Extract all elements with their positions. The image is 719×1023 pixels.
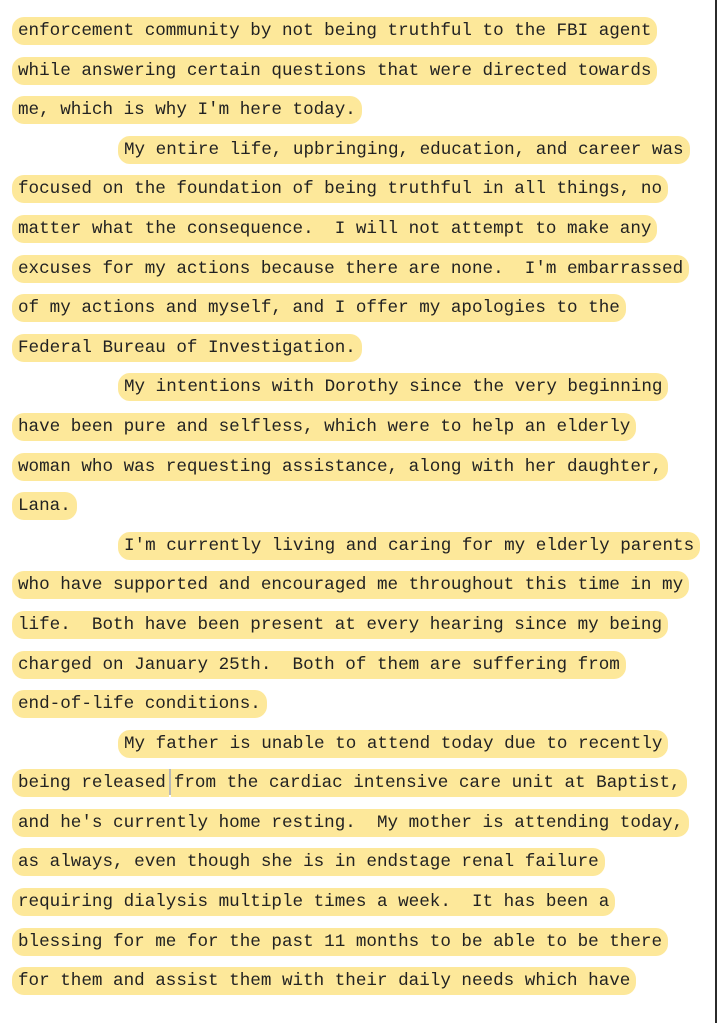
text-line: [12, 407, 636, 447]
text-line: [12, 961, 636, 1001]
highlighted-text[interactable]: woman who was requesting assistance, along with her daughter,: [12, 453, 668, 481]
text-line: [12, 645, 626, 685]
text-line: [12, 605, 668, 645]
paragraph-start-line: [118, 526, 700, 566]
text-line: [12, 447, 668, 487]
page-edge-divider: [715, 0, 717, 1023]
highlighted-text[interactable]: excuses for my actions because there are none. I'm embarrassed: [12, 255, 689, 283]
text-line: [12, 803, 689, 843]
highlighted-text[interactable]: being released: [12, 769, 169, 797]
text-line: [12, 565, 689, 605]
highlighted-text[interactable]: focused on the foundation of being truthful in all things, no: [12, 175, 668, 203]
highlighted-text[interactable]: who have supported and encouraged me throughout this time in my: [12, 571, 689, 599]
paragraph-start-line: [118, 130, 690, 170]
text-line: [12, 51, 657, 91]
highlighted-text[interactable]: enforcement community by not being truthful to the FBI agent: [12, 17, 657, 45]
text-line: [12, 922, 668, 962]
highlighted-text[interactable]: for them and assist them with their daily needs which have: [12, 967, 636, 995]
text-line: [12, 249, 689, 289]
text-line: [12, 763, 687, 803]
highlighted-text[interactable]: of my actions and myself, and I offer my apologies to the: [12, 294, 626, 322]
highlighted-text[interactable]: as always, even though she is in endstage renal failure: [12, 848, 605, 876]
highlighted-text[interactable]: My father is unable to attend today due to recently: [118, 730, 668, 758]
text-line: [12, 169, 668, 209]
text-line: [12, 882, 615, 922]
highlighted-text[interactable]: charged on January 25th. Both of them are suffering from: [12, 651, 626, 679]
highlighted-text[interactable]: matter what the consequence. I will not attempt to make any: [12, 215, 657, 243]
text-line: [12, 328, 362, 368]
highlighted-text[interactable]: and he's currently home resting. My mother is attending today,: [12, 809, 689, 837]
highlighted-text[interactable]: My entire life, upbringing, education, and career was: [118, 136, 690, 164]
highlighted-text[interactable]: life. Both have been present at every hearing since my being: [12, 611, 668, 639]
highlighted-text[interactable]: requiring dialysis multiple times a week. It has been a: [12, 888, 615, 916]
highlighted-text[interactable]: blessing for me for the past 11 months to be able to be there: [12, 928, 668, 956]
highlighted-text[interactable]: Lana.: [12, 492, 77, 520]
paragraph-start-line: [118, 367, 668, 407]
text-line: [12, 486, 77, 526]
highlighted-text[interactable]: me, which is why I'm here today.: [12, 96, 362, 124]
highlighted-text[interactable]: Federal Bureau of Investigation.: [12, 334, 362, 362]
text-line: [12, 90, 362, 130]
highlighted-text[interactable]: My intentions with Dorothy since the very beginning: [118, 373, 668, 401]
highlighted-text[interactable]: from the cardiac intensive care unit at Baptist,: [171, 769, 687, 797]
text-line: [12, 11, 657, 51]
highlighted-text[interactable]: I'm currently living and caring for my elderly parents: [118, 532, 700, 560]
text-line: [12, 288, 626, 328]
text-line: [12, 684, 267, 724]
highlighted-text[interactable]: end-of-life conditions.: [12, 690, 267, 718]
highlighted-text[interactable]: have been pure and selfless, which were to help an elderly: [12, 413, 636, 441]
paragraph-start-line: [118, 724, 668, 764]
highlighted-text[interactable]: while answering certain questions that were directed towards: [12, 57, 657, 85]
text-line: [12, 842, 605, 882]
text-line: [12, 209, 657, 249]
